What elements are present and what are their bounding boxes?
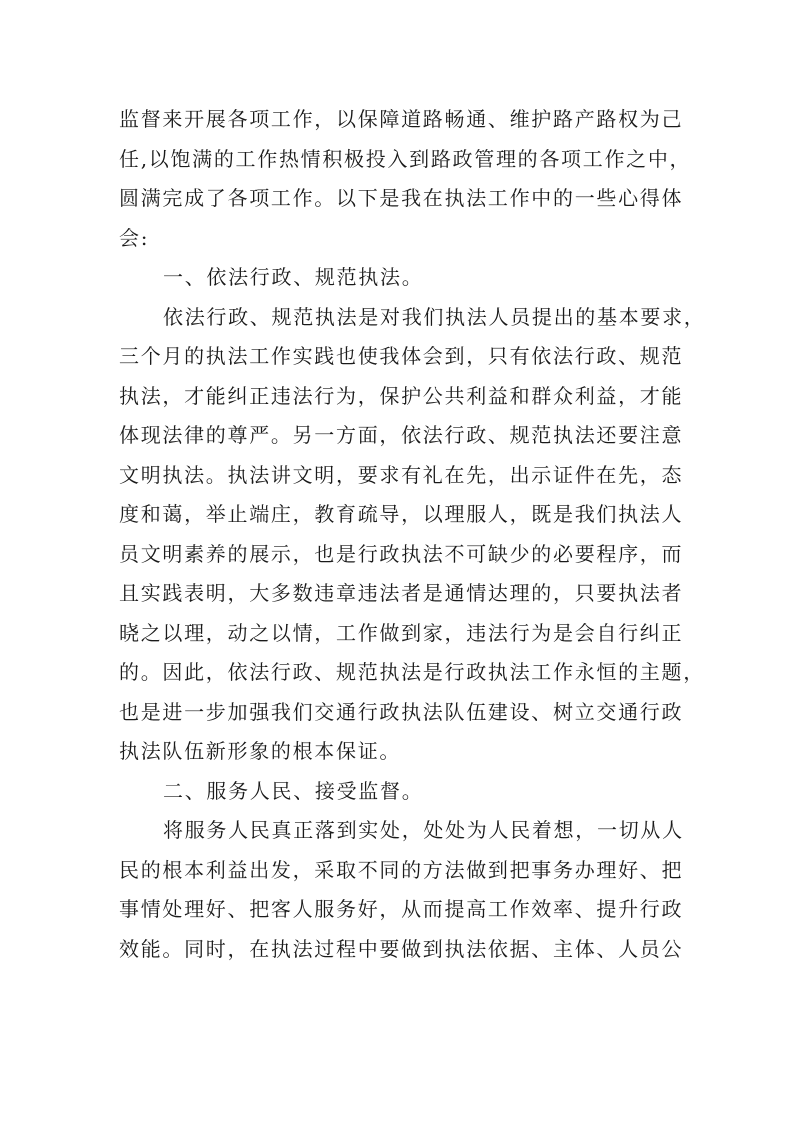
text-line: 会:: [119, 225, 150, 250]
text-line: 晓之以理，动之以情，工作做到家，违法行为是会自行纠正: [119, 620, 684, 645]
text-line: 三个月的执法工作实践也使我体会到，只有依法行政、规范: [119, 344, 684, 368]
section-heading-1: 一、依法行政、规范执法。: [163, 265, 424, 289]
text-line: 执法队伍新形象的根本保证。: [119, 739, 402, 763]
body-text: [119, 100, 706, 969]
text-line: 监督来开展各项工作，以保障道路畅通、维护路产路权为己: [119, 107, 684, 131]
text-line: 任,以饱满的工作热情积极投入到路政管理的各项工作之中，: [119, 146, 692, 171]
text-line: 且实践表明，大多数违章违法者是通情达理的，只要执法者: [119, 581, 684, 605]
text-line: 体现法律的尊严。另一方面，依法行政、规范执法还要注意: [119, 423, 684, 447]
section-heading-2: 二、服务人民、接受监督。: [163, 778, 424, 803]
text-line: 文明执法。执法讲文明，要求有礼在先，出示证件在先，态: [119, 462, 684, 487]
text-line: 度和蔼，举止端庄，教育疏导，以理服人，既是我们执法人: [119, 502, 684, 526]
text-line: 将服务人民真正落到实处，处处为人民着想，一切从人: [163, 818, 684, 842]
text-line: 依法行政、规范执法是对我们执法人员提出的基本要求，: [163, 304, 706, 329]
text-line: 民的根本利益出发，采取不同的方法做到把事务办理好、把: [119, 857, 684, 882]
text-line: 事情处理好、把客人服务好，从而提高工作效率、提升行政: [119, 897, 684, 921]
text-line: 员文明素养的展示，也是行政执法不可缺少的必要程序，而: [119, 541, 684, 566]
text-line: 执法，才能纠正违法行为，保护公共利益和群众利益，才能: [119, 383, 684, 408]
text-line: 的。因此，依法行政、规范执法是行政执法工作永恒的主题，: [119, 660, 705, 684]
text-line: 也是进一步加强我们交通行政执法队伍建设、树立交通行政: [119, 699, 684, 724]
text-line: 效能。同时，在执法过程中要做到执法依据、主体、人员公: [119, 936, 684, 961]
text-line: 圆满完成了各项工作。以下是我在执法工作中的一些心得体: [119, 186, 684, 210]
